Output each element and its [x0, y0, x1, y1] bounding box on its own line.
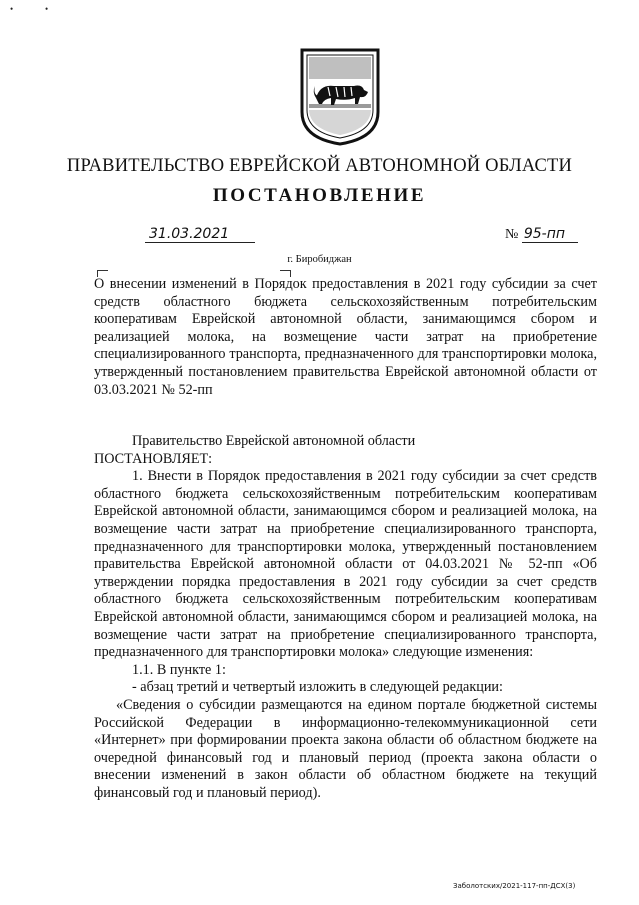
document-number: 95-пп — [522, 226, 578, 243]
document-number-field — [505, 226, 578, 243]
resolves-line: ПОСТАНОВЛЯЕТ: — [94, 450, 213, 467]
amendment-quote: «Сведения о субсидии размещаются на едином портале бюджетной системы Российской Федерации в информационно-телекоммуникационной сети «Интернет» при формировании проекта закона области об областном бюджете на очередной финансовый год и плановый период (проекта закона области о внесении изменений в закон области об областном бюджете на текущий финансовый год и плановый период). — [94, 696, 597, 801]
scan-mark: • — [10, 4, 14, 14]
item-1: 1. Внести в Порядок предоставления в 2021 году субсидии за счет средств областного бюджета сельскохозяйственным потребительским кооперативам Еврейской автономной области, занимающимся сбором и реализацией молока, на возмещение части затрат на приобретение специализированного транспорта, предназначенного для транспортировки молока, утвержденный постановлением правительства Еврейской автономной области от 04.03.2021 № 52-пп «Об утверждении порядка предоставления в 2021 году субсидии за счет средств областного бюджета сельскохозяйственным потребительским кооперативам Еврейской автономной области, занимающимся сбором и реализацией молока, на возмещение части затрат на приобретение специализированного транспорта, предназначенного для транспортировки молока» следующие изменения: — [94, 468, 597, 661]
city-line: г. Биробиджан — [287, 254, 352, 265]
document-date: 31.03.2021 — [145, 226, 255, 243]
item-1-1: 1.1. В пункте 1: — [132, 661, 226, 678]
number-sign: № — [505, 227, 519, 242]
footer-reference: Заболотских/2021-117-пп-ДСХ(3) — [453, 882, 576, 890]
government-name: ПРАВИТЕЛЬСТВО ЕВРЕЙСКОЙ АВТОНОМНОЙ ОБЛАСТИ — [66, 156, 573, 176]
coat-of-arms-icon — [298, 46, 382, 146]
amendment-bullet: - абзац третий и четвертый изложить в следующей редакции: — [132, 679, 503, 696]
issuer-line: Правительство Еврейской автономной области — [132, 433, 416, 449]
scan-mark: • — [45, 4, 49, 14]
document-type: ПОСТАНОВЛЕНИЕ — [212, 185, 427, 206]
document-body — [94, 433, 597, 802]
document-title: О внесении изменений в Порядок предоставления в 2021 году субсидии за счет средств областного бюджета сельскохозяйственным потребительским кооперативам Еврейской автономной области, занимающимся сбором и реализацией молока, на возмещение части затрат на приобретение специализированного транспорта, предназначенного для транспортировки молока, утвержденный постановлением правительства Еврейской автономной области от 03.03.2021 № 52-пп — [94, 276, 597, 398]
